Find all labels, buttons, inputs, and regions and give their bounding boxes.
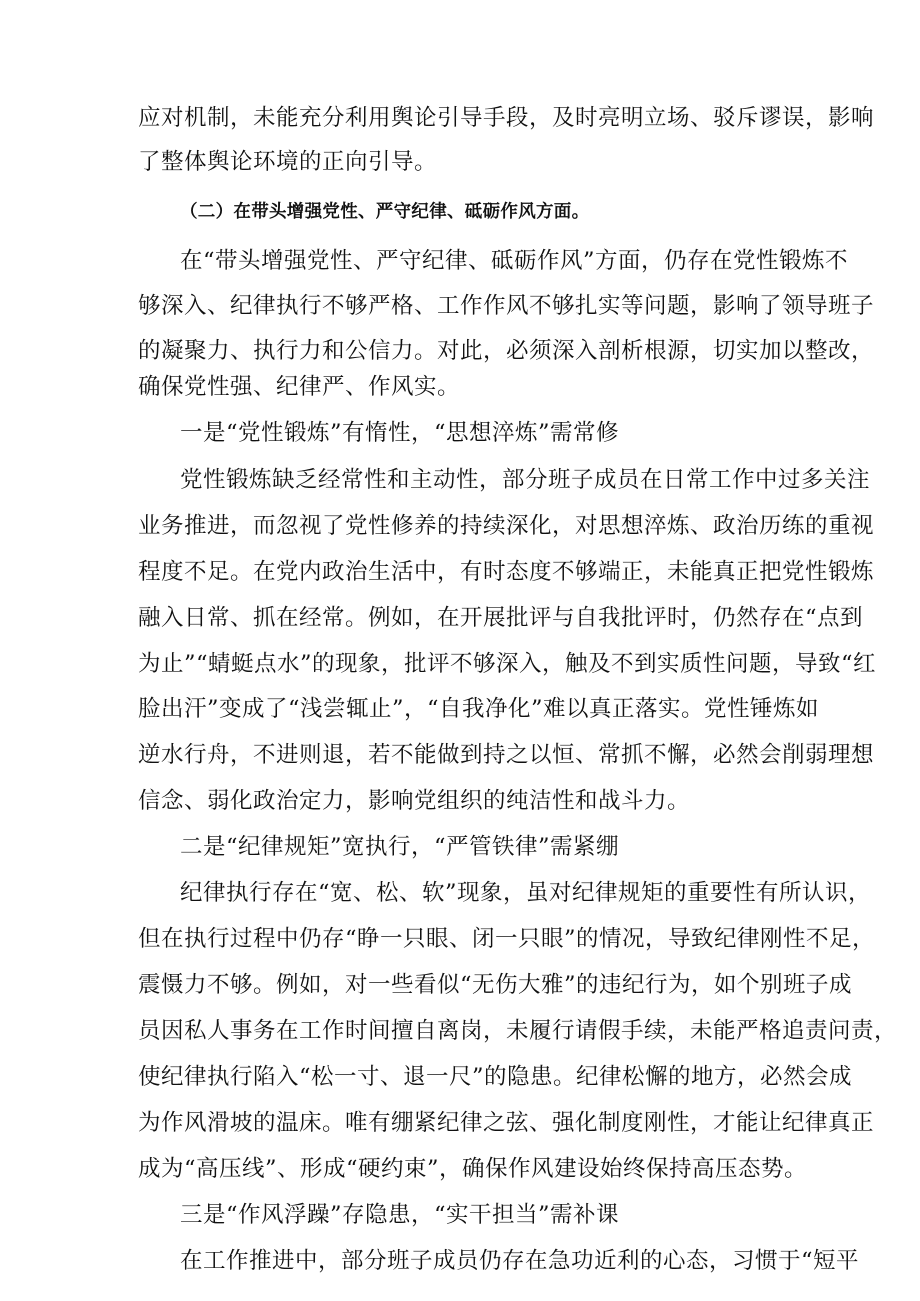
paragraph-line: 但在执行过程中仍存“睁一只眼、闭一只眼”的情况，导致纪律刚性不足， bbox=[138, 926, 876, 952]
paragraph-line: 在工作推进中，部分班子成员仍存在急功近利的心态，习惯于“短平 bbox=[180, 1248, 860, 1274]
paragraph-line: 纪律执行存在“宽、松、软”现象，虽对纪律规矩的重要性有所认识， bbox=[180, 880, 872, 906]
paragraph-line: 融入日常、抓在经常。例如，在开展批评与自我批评时，仍然存在“点到 bbox=[138, 605, 864, 631]
paragraph-line: 够深入、纪律执行不够严格、工作作风不够扎实等问题，影响了领导班子 bbox=[138, 293, 875, 319]
paragraph-line: 应对机制，未能充分利用舆论引导手段，及时亮明立场、驳斥谬误，影响 bbox=[138, 105, 875, 131]
paragraph-line: 为作风滑坡的温床。唯有绷紧纪律之弦、强化制度刚性，才能让纪律真正 bbox=[138, 1110, 875, 1136]
paragraph-line: 在“带头增强党性、严守纪律、砥砺作风”方面，仍存在党性锻炼不 bbox=[180, 248, 849, 274]
paragraph-line: 使纪律执行陷入“松一寸、退一尺”的隐患。纪律松懈的地方，必然会成 bbox=[138, 1064, 853, 1090]
paragraph-line: 为止”“蜻蜓点水”的现象，批评不够深入，触及不到实质性问题，导致“红 bbox=[138, 651, 877, 677]
paragraph-line: 成为“高压线”、形成“硬约束”，确保作风建设始终保持高压态势。 bbox=[138, 1156, 808, 1182]
paragraph-line: 脸出汗”变成了“浅尝辄止”，“自我净化”难以真正落实。党性锤炼如 bbox=[138, 696, 820, 722]
paragraph-line: 党性锻炼缺乏经常性和主动性，部分班子成员在日常工作中过多关注 bbox=[180, 467, 871, 493]
paragraph-line: 信念、弱化政治定力，影响党组织的纯洁性和战斗力。 bbox=[138, 788, 691, 814]
paragraph-line: 业务推进，而忽视了党性修养的持续深化，对思想淬炼、政治历练的重视 bbox=[138, 513, 875, 539]
paragraph-line: 震慑力不够。例如，对一些看似“无伤大雅”的违纪行为，如个别班子成 bbox=[138, 972, 853, 998]
subheading: 三是“作风浮躁”存隐患，“实干担当”需补课 bbox=[180, 1202, 620, 1228]
paragraph-line: 确保党性强、纪律严、作风实。 bbox=[138, 374, 461, 400]
paragraph-line: 程度不足。在党内政治生活中，有时态度不够端正，未能真正把党性锻炼 bbox=[138, 559, 875, 585]
section-heading: （二）在带头增强党性、严守纪律、砥砺作风方面。 bbox=[180, 202, 590, 222]
subheading: 二是“纪律规矩”宽执行，“严管铁律”需紧绷 bbox=[180, 834, 620, 860]
paragraph-line: 逆水行舟，不进则退，若不能做到持之以恒、常抓不懈，必然会削弱理想 bbox=[138, 742, 875, 768]
subheading: 一是“党性锻炼”有惰性，“思想淬炼”需常修 bbox=[180, 420, 620, 446]
paragraph-line: 的凝聚力、执行力和公信力。对此，必须深入剖析根源，切实加以整改， bbox=[138, 338, 875, 364]
paragraph-line: 员因私人事务在工作时间擅自离岗，未履行请假手续，未能严格追责问责， bbox=[138, 1018, 898, 1044]
paragraph-line: 了整体舆论环境的正向引导。 bbox=[138, 149, 438, 175]
